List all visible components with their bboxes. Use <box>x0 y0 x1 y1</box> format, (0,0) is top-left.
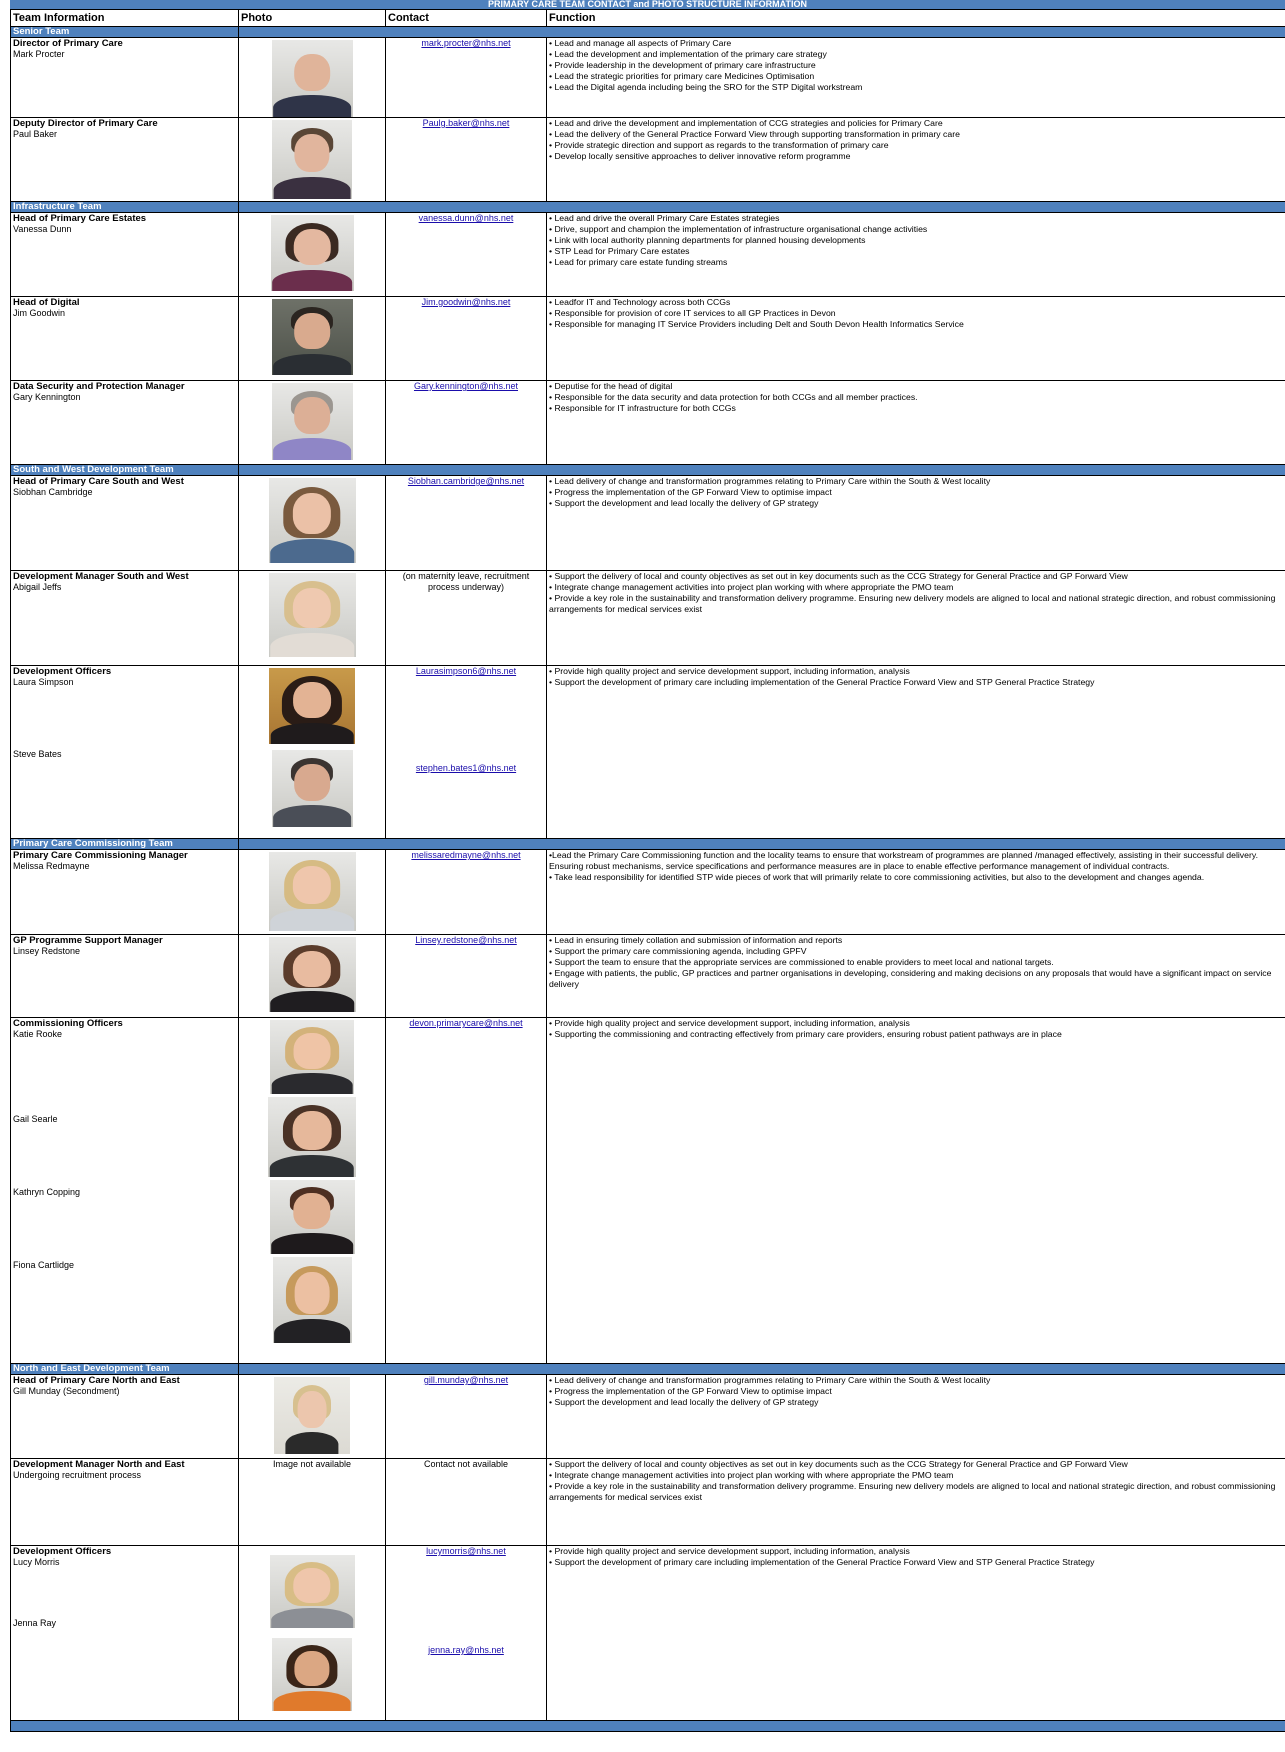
function-item: • Support the development of primary care including implementation of the General Practice Forward View and STP General Practice Strategy <box>549 677 1095 687</box>
person-name: Gill Munday (Secondment) <box>13 1386 120 1396</box>
function-item: • Lead and drive the development and implementation of CCG strategies and policies for Primary Care <box>549 118 943 128</box>
function-list <box>547 935 1285 1018</box>
person-photo <box>269 852 356 931</box>
section-label: Infrastructure Team <box>11 202 239 213</box>
function-item: • Link with local authority planning departments for planned housing developments <box>549 235 866 245</box>
person-photo <box>271 215 354 291</box>
person-photo <box>274 1377 350 1454</box>
person-photo <box>273 1257 352 1343</box>
function-item: • Support the team to ensure that the appropriate services are commissioned to enable providers to meet local and national targets. <box>549 957 1054 967</box>
section-label: Primary Care Commissioning Team <box>11 839 239 850</box>
person-name: Fiona Cartlidge <box>13 1260 75 1270</box>
section-label: South and West Development Team <box>11 465 239 476</box>
function-item: • Provide high quality project and service development support, including information, analysis <box>549 1546 910 1556</box>
function-item: • Support the primary care commissioning agenda, including GPFV <box>549 946 807 956</box>
function-item: • Responsible for provision of core IT services to all GP Practices in Devon <box>549 308 836 318</box>
email-link[interactable]: Gary.kennington@nhs.net <box>413 381 519 391</box>
function-item: • Lead the Digital agenda including being the SRO for the STP Digital workstream <box>549 82 863 92</box>
email-link[interactable]: lucymorris@nhs.net <box>426 1546 506 1556</box>
person-name: Mark Procter <box>13 49 65 59</box>
table-row <box>11 571 1285 666</box>
section-commissioning <box>11 839 1285 850</box>
role-title: Deputy Director of Primary Care <box>13 118 158 129</box>
function-item: • Support the delivery of local and county objectives as set out in key documents such as the CCG Strategy for General Practice and GP Forward View <box>549 1459 1128 1469</box>
function-item: • Support the development and lead locally the delivery of GP strategy <box>549 1397 819 1407</box>
function-item: • Provide high quality project and service development support, including information, analysis <box>549 666 910 676</box>
person-photo <box>270 1555 355 1628</box>
function-item: • Provide a key role in the sustainability and transformation delivery programme. Ensuring new delivery models are aligned to local and national strategic direction, and robust commissioning arrangements for medical services exist <box>549 1481 1276 1502</box>
contact-note: (on maternity leave, recruitment process underway) <box>386 571 547 666</box>
function-list <box>547 1018 1285 1364</box>
person-name: Gail Searle <box>13 1114 58 1124</box>
person-photo <box>268 1097 356 1177</box>
person-name: Paul Baker <box>13 129 58 139</box>
function-item: • Provide leadership in the development of primary care infrastructure <box>549 60 816 70</box>
function-item: • Responsible for IT infrastructure for both CCGs <box>549 403 736 413</box>
function-item: • Support the development of primary care including implementation of the General Practice Forward View and STP General Practice Strategy <box>549 1557 1095 1567</box>
table-row <box>11 666 1285 839</box>
table-row <box>11 297 1285 381</box>
role-title: Development Manager North and East <box>13 1459 185 1470</box>
person-name: Siobhan Cambridge <box>13 487 93 497</box>
person-photo <box>270 1020 354 1094</box>
table-row <box>11 38 1285 118</box>
person-name: Lucy Morris <box>13 1557 60 1567</box>
function-list <box>547 1546 1285 1721</box>
person-name: Katie Rooke <box>13 1029 63 1039</box>
function-item: • Integrate change management activities into project plan working with where appropriate the PMO team <box>549 582 954 592</box>
person-name: Abigail Jeffs <box>13 582 62 592</box>
person-name: Laura Simpson <box>13 677 74 687</box>
page-title: PRIMARY CARE TEAM CONTACT and PHOTO STRUCTURE INFORMATION <box>10 0 1285 9</box>
section-label: Senior Team <box>11 27 239 38</box>
function-item: • Integrate change management activities into project plan working with where appropriate the PMO team <box>549 1470 954 1480</box>
person-name: Linsey Redstone <box>13 946 81 956</box>
role-title: Primary Care Commissioning Manager <box>13 850 188 861</box>
function-list <box>547 850 1285 935</box>
table-row <box>11 935 1285 1018</box>
person-photo <box>270 1180 355 1254</box>
function-item: • Develop locally sensitive approaches to deliver innovative reform programme <box>549 151 851 161</box>
function-item: • Lead the development and implementation of the primary care strategy <box>549 49 827 59</box>
function-item: • Supporting the commissioning and contracting effectively from primary care providers, ensuring robust patient pathways are in place <box>549 1029 1062 1039</box>
table-row <box>11 1459 1285 1546</box>
table-row <box>11 213 1285 297</box>
section-senior <box>11 27 1285 38</box>
function-item: • Drive, support and champion the implementation of infrastructure organisational change activities <box>549 224 928 234</box>
person-name: Jenna Ray <box>13 1618 57 1628</box>
email-link[interactable]: Linsey.redstone@nhs.net <box>415 935 517 945</box>
function-list <box>547 1459 1285 1546</box>
role-title: Development Officers <box>13 666 112 677</box>
function-item: •Lead the Primary Care Commissioning function and the locality teams to ensure that workstream of programmes are planned /managed effectively, assisting in their successful delivery. Ensuring robust mechanisms, service specifications and performance measures are in place to enable effective performance management of individual contracts. <box>549 850 1258 871</box>
email-link[interactable]: jenna.ray@nhs.net <box>428 1645 504 1655</box>
person-photo <box>272 40 353 117</box>
function-list <box>547 476 1285 571</box>
function-list <box>547 118 1285 202</box>
function-item: • Responsible for the data security and data protection for both CCGs and all member practices. <box>549 392 918 402</box>
header-contact: Contact <box>386 10 547 27</box>
person-name: Jim Goodwin <box>13 308 66 318</box>
function-item: • Lead delivery of change and transformation programmes relating to Primary Care within the South & West locality <box>549 1375 991 1385</box>
person-name: Vanessa Dunn <box>13 224 72 234</box>
function-list <box>547 666 1285 839</box>
role-title: Commissioning Officers <box>13 1018 123 1029</box>
table-row <box>11 1375 1285 1459</box>
person-photo <box>272 299 353 375</box>
function-item: • STP Lead for Primary Care estates <box>549 246 690 256</box>
function-item: • Lead for primary care estate funding streams <box>549 257 728 267</box>
section-southwest <box>11 465 1285 476</box>
function-item: • Lead and drive the overall Primary Care Estates strategies <box>549 213 780 223</box>
function-list <box>547 1375 1285 1459</box>
table-row <box>11 381 1285 465</box>
function-item: • Leadfor IT and Technology across both CCGs <box>549 297 731 307</box>
email-link[interactable]: Siobhan.cambridge@nhs.net <box>407 476 525 486</box>
function-item: • Lead the delivery of the General Practice Forward View through supporting transformation in primary care <box>549 129 960 139</box>
function-item: • Provide strategic direction and support as regards to the transformation of primary care <box>549 140 889 150</box>
table-row <box>11 850 1285 935</box>
function-item: • Engage with patients, the public, GP practices and partner organisations in developing, considering and making decisions on any proposals that would have a significant impact on service delivery <box>549 968 1272 989</box>
role-title: Development Officers <box>13 1546 112 1557</box>
header-row <box>11 10 1285 27</box>
role-title: Head of Digital <box>13 297 80 308</box>
function-list <box>547 297 1285 381</box>
table-row <box>11 476 1285 571</box>
role-title: Head of Primary Care North and East <box>13 1375 180 1386</box>
table-row <box>11 118 1285 202</box>
person-name: Melissa Redmayne <box>13 861 90 871</box>
person-name: Gary Kennington <box>13 392 81 402</box>
person-name: Undergoing recruitment process <box>13 1470 142 1480</box>
section-northeast <box>11 1364 1285 1375</box>
person-photo <box>269 668 355 744</box>
function-item: • Take lead responsibility for identified STP wide pieces of work that will primarily relate to core commissioning activities, but also to the development and changes agenda. <box>549 872 1205 882</box>
contact-unavailable: Contact not available <box>386 1459 547 1546</box>
function-item: • Support the development and lead locally the delivery of GP strategy <box>549 498 819 508</box>
function-list <box>547 571 1285 666</box>
role-title: GP Programme Support Manager <box>13 935 163 946</box>
function-item: • Provide high quality project and service development support, including information, analysis <box>549 1018 910 1028</box>
function-list <box>547 381 1285 465</box>
email-link[interactable]: stephen.bates1@nhs.net <box>415 763 517 773</box>
header-function: Function <box>547 10 1285 27</box>
person-name: Kathryn Copping <box>13 1187 81 1197</box>
function-item: • Responsible for managing IT Service Providers including Delt and South Devon Health Informatics Service <box>549 319 964 329</box>
section-footer-band <box>11 1721 1285 1732</box>
function-item: • Progress the implementation of the GP Forward View to optimise impact <box>549 1386 832 1396</box>
function-item: • Lead the strategic priorities for primary care Medicines Optimisation <box>549 71 815 81</box>
person-photo <box>269 478 356 563</box>
function-item: • Support the delivery of local and county objectives as set out in key documents such as the CCG Strategy for General Practice and GP Forward View <box>549 571 1128 581</box>
person-photo <box>272 750 353 827</box>
role-title: Development Manager South and West <box>13 571 189 582</box>
person-photo <box>272 383 353 460</box>
function-item: • Deputise for the head of digital <box>549 381 673 391</box>
header-team: Team Information <box>11 10 239 27</box>
function-item: • Lead delivery of change and transformation programmes relating to Primary Care within the South & West locality <box>549 476 991 486</box>
function-list <box>547 38 1285 118</box>
role-title: Data Security and Protection Manager <box>13 381 185 392</box>
email-link[interactable]: devon.primarycare@nhs.net <box>409 1018 523 1028</box>
section-label: North and East Development Team <box>11 1364 239 1375</box>
function-list <box>547 213 1285 297</box>
table-row <box>11 1546 1285 1721</box>
function-item: • Progress the implementation of the GP Forward View to optimise impact <box>549 487 832 497</box>
section-infrastructure <box>11 202 1285 213</box>
email-link[interactable]: gill.munday@nhs.net <box>423 1375 509 1385</box>
email-link[interactable]: Paulg.baker@nhs.net <box>422 118 510 128</box>
person-name: Steve Bates <box>13 749 62 759</box>
person-photo <box>269 573 356 657</box>
photo-unavailable: Image not available <box>239 1459 386 1546</box>
header-photo: Photo <box>239 10 386 27</box>
email-link[interactable]: melissaredmayne@nhs.net <box>411 850 521 860</box>
person-photo <box>272 1638 352 1711</box>
table-row <box>11 1018 1285 1364</box>
role-title: Director of Primary Care <box>13 38 123 49</box>
role-title: Head of Primary Care Estates <box>13 213 147 224</box>
role-title: Head of Primary Care South and West <box>13 476 184 487</box>
team-table <box>10 9 1285 1732</box>
function-item: • Lead in ensuring timely collation and submission of information and reports <box>549 935 843 945</box>
email-link[interactable]: mark.procter@nhs.net <box>421 38 511 48</box>
email-link[interactable]: vanessa.dunn@nhs.net <box>418 213 514 223</box>
person-photo <box>272 120 352 199</box>
function-item: • Provide a key role in the sustainability and transformation delivery programme. Ensuring new delivery models are aligned to local and national strategic direction, and robust commissioning arrangements for medical services exist <box>549 593 1276 614</box>
email-link[interactable]: Jim.goodwin@nhs.net <box>421 297 511 307</box>
person-photo <box>269 937 356 1012</box>
email-link[interactable]: Laurasimpson6@nhs.net <box>415 666 517 676</box>
function-item: • Lead and manage all aspects of Primary Care <box>549 38 732 48</box>
